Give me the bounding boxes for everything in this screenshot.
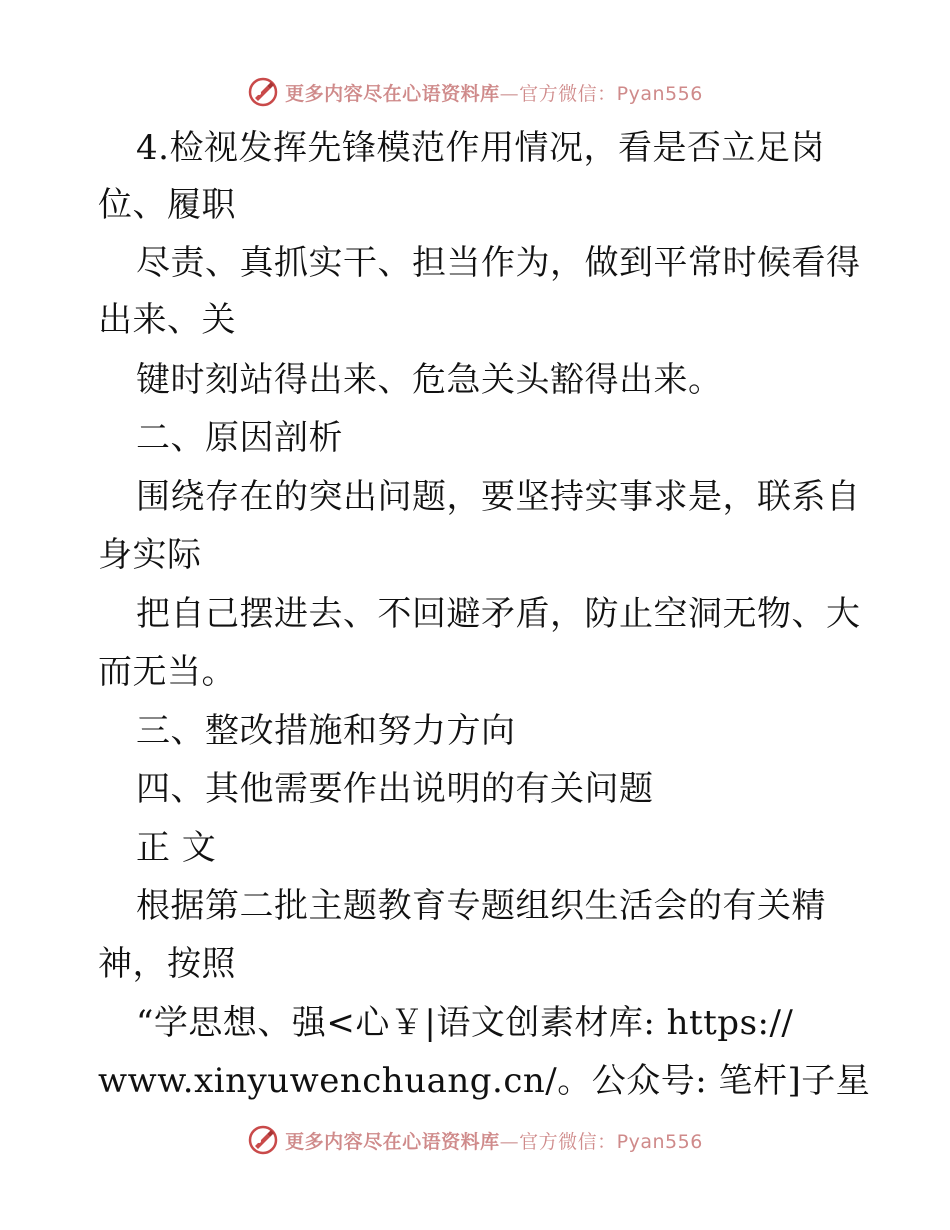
body-line-17: www.xinyuwenchuang.cn/。公众号: 笔杆]子星 — [98, 1061, 871, 1101]
footer-banner-text — [285, 1127, 703, 1154]
body-line-1: 4.检视发挥先锋模范作用情况，看是否立足岗 — [136, 128, 825, 168]
pen-logo-icon — [247, 76, 279, 108]
section-heading-4: 四、其他需要作出说明的有关问题 — [136, 769, 654, 809]
body-line-7: 围绕存在的突出问题，要坚持实事求是，联系自 — [136, 477, 861, 517]
body-line-3: 尽责、真抓实干、担当作为，做到平常时候看得 — [136, 243, 861, 283]
header-banner-main: 更多内容尽在心语资料库 — [285, 82, 500, 105]
section-heading-3: 三、整改措施和努力方向 — [136, 711, 516, 751]
header-banner-separator: — — [499, 82, 520, 105]
header-banner-text — [285, 79, 703, 106]
section-heading-2: 二、原因剖析 — [136, 418, 343, 458]
body-line-14: 根据第二批主题教育专题组织生活会的有关精 — [136, 886, 826, 926]
pen-logo-icon — [247, 1124, 279, 1156]
body-line-5: 键时刻站得出来、危急关头豁得出来。 — [136, 360, 723, 400]
body-line-15: 神，按照 — [98, 944, 236, 984]
body-line-10: 而无当。 — [98, 652, 236, 692]
footer-banner — [0, 1120, 950, 1160]
body-line-2: 位、履职 — [98, 185, 236, 225]
text-heading: 正 文 — [136, 828, 217, 868]
header-banner-wechat: 官方微信：Pyan556 — [519, 82, 703, 105]
footer-banner-separator: — — [499, 1130, 520, 1153]
body-line-8: 身实际 — [98, 535, 202, 575]
body-line-4: 出来、关 — [98, 300, 236, 340]
footer-banner-main: 更多内容尽在心语资料库 — [285, 1130, 500, 1153]
footer-banner-wechat: 官方微信：Pyan556 — [519, 1130, 703, 1153]
header-banner — [0, 72, 950, 112]
body-line-9: 把自己摆进去、不回避矛盾，防止空洞无物、大 — [136, 594, 861, 634]
body-line-16: “学思想、强<心￥|语文创素材库: https:// — [136, 1003, 794, 1043]
